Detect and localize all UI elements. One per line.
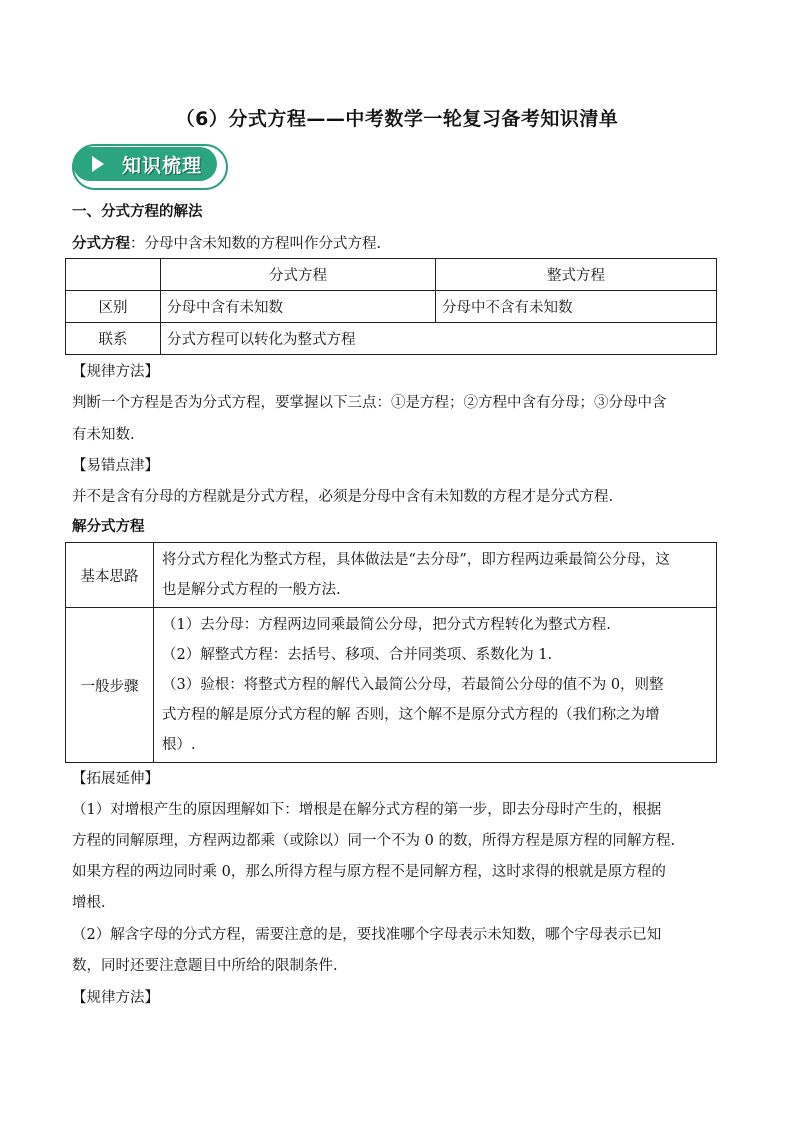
cell-link: 分式方程可以转化为整式方程 bbox=[161, 323, 717, 355]
cell-fractional-diff: 分母中含有未知数 bbox=[161, 291, 436, 323]
method-line: 有未知数. bbox=[72, 427, 135, 443]
table-row bbox=[66, 543, 717, 608]
comparison-table bbox=[65, 258, 717, 355]
mistake-text: 并不是含有分母的方程就是分式方程，必须是分母中含有未知数的方程才是分式方程. bbox=[72, 489, 614, 505]
extension-line: 如果方程的两边同时乘 0，那么所得方程与原方程不是同解方程，这时求得的根就是原方程的 bbox=[72, 864, 666, 880]
extension-line: （2）解含字母的分式方程，需要注意的是，要找准哪个字母表示未知数，哪个字母表示已知 bbox=[72, 927, 662, 943]
basic-line: 将分式方程化为整式方程，具体做法是“去分母”，即方程两边乘最简公分母，这 bbox=[162, 552, 670, 568]
table-row bbox=[66, 608, 717, 763]
section-heading: 一、分式方程的解法 bbox=[72, 204, 203, 220]
cell-steps bbox=[154, 608, 717, 763]
method-heading: 【规律方法】 bbox=[72, 364, 159, 380]
basic-line: 也是解分式方程的一般方法. bbox=[162, 582, 341, 598]
play-triangle-icon bbox=[92, 156, 104, 172]
section-badge bbox=[72, 144, 226, 188]
extension-heading: 【拓展延伸】 bbox=[72, 771, 159, 787]
extension-line: 方程的同解原理，方程两边都乘（或除以）同一个不为 0 的数，所得方程是原方程的同解方程. bbox=[72, 833, 676, 849]
row-label-steps: 一般步骤 bbox=[66, 608, 154, 763]
step-line: （2）解整式方程：去括号、移项、合并同类项、系数化为 1. bbox=[162, 647, 553, 663]
definition bbox=[72, 234, 381, 254]
solve-table bbox=[65, 542, 717, 763]
row-label-basic: 基本思路 bbox=[66, 543, 154, 608]
extension-line: 增根. bbox=[72, 895, 106, 911]
step-line: （3）验根：将整式方程的解代入最简公分母，若最简公分母的值不为 0，则整 bbox=[162, 677, 664, 693]
extension-line: 数，同时还要注意题目中所给的限制条件. bbox=[72, 958, 338, 974]
step-line: 根）. bbox=[162, 737, 196, 753]
badge-label: 知识梳理 bbox=[122, 155, 203, 177]
table-row bbox=[66, 323, 717, 355]
definition-text: ：分母中含未知数的方程叫作分式方程. bbox=[130, 236, 382, 252]
definition-term: 分式方程 bbox=[72, 236, 130, 252]
step-line: 式方程的解是原分式方程的解 否则，这个解不是原分式方程的（我们称之为增 bbox=[162, 707, 660, 723]
method-line: 判断一个方程是否为分式方程，要掌握以下三点：①是方程；②方程中含有分母；③分母中含 bbox=[72, 395, 667, 411]
table-header-empty bbox=[66, 259, 161, 291]
table-header-fractional: 分式方程 bbox=[161, 259, 436, 291]
row-label-link: 联系 bbox=[66, 323, 161, 355]
row-label-diff: 区别 bbox=[66, 291, 161, 323]
cell-integral-diff: 分母中不含有未知数 bbox=[436, 291, 717, 323]
table-row bbox=[66, 259, 717, 291]
page-title: （6）分式方程——中考数学一轮复习备考知识清单 bbox=[175, 108, 619, 130]
cell-basic bbox=[154, 543, 717, 608]
method-heading-2: 【规律方法】 bbox=[72, 990, 159, 1006]
step-line: （1）去分母：方程两边同乘最简公分母，把分式方程转化为整式方程. bbox=[162, 617, 611, 633]
solve-heading: 解分式方程 bbox=[72, 519, 145, 535]
extension-line: （1）对增根产生的原因理解如下：增根是在解分式方程的第一步，即去分母时产生的，根据 bbox=[72, 802, 662, 818]
table-row bbox=[66, 291, 717, 323]
mistake-heading: 【易错点津】 bbox=[72, 458, 159, 474]
table-header-integral: 整式方程 bbox=[436, 259, 717, 291]
